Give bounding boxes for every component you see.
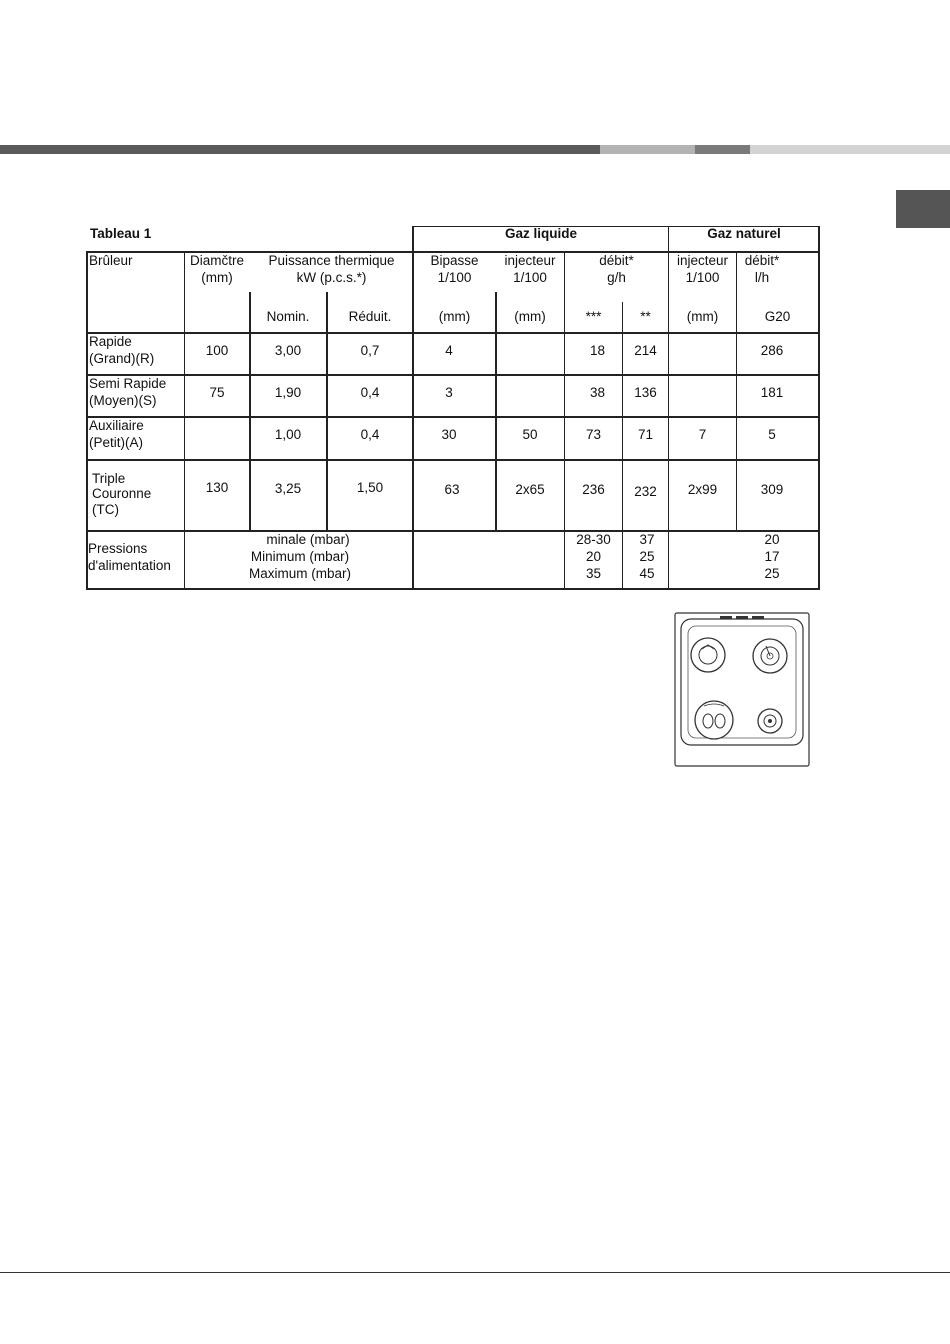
cell-injector-natural: 2x99 — [687, 482, 718, 497]
header-bypass-unit: (mm) — [438, 309, 471, 324]
cell-flow-3star: 236 — [582, 482, 605, 497]
burner-table — [86, 226, 820, 592]
header-power: Puissance thermique — [268, 253, 395, 268]
cell-flow-3star: 73 — [585, 427, 602, 442]
cell-diameter: 100 — [205, 343, 229, 358]
cell-injector-natural: 7 — [698, 427, 707, 442]
pressure-2star-minimum: 25 — [639, 549, 655, 564]
cell-flow-3star: 38 — [589, 385, 606, 400]
cell-flow-natural: 309 — [760, 482, 784, 497]
header-bar-segment-mid — [695, 145, 750, 154]
header-color-bar — [0, 145, 950, 154]
header-bypass-scale: 1/100 — [437, 270, 472, 285]
cell-flow-natural: 181 — [760, 385, 784, 400]
cell-nominal: 1,90 — [274, 385, 302, 400]
cell-flow-2star: 136 — [634, 385, 657, 400]
cell-flow-2star: 232 — [634, 484, 657, 499]
cell-diameter: 75 — [209, 385, 225, 400]
hob-burner-layout-diagram — [674, 612, 810, 768]
header-nominal: Nomin. — [266, 309, 310, 324]
table-title: Tableau 1 — [90, 226, 152, 241]
pressure-label-line1: Pressions — [88, 541, 148, 556]
header-flow-liquid-unit: g/h — [607, 270, 626, 285]
cell-injector-liquid: 50 — [522, 427, 538, 442]
row-name-line2: (Moyen)(S) — [89, 393, 157, 408]
row-name-line1: Semi Rapide — [89, 376, 167, 391]
header-bypass: Bipasse — [430, 253, 479, 268]
cell-flow-2star: 71 — [637, 427, 654, 442]
header-injector-natural: injecteur — [676, 253, 729, 268]
pressure-minimum-label: Minimum (mbar) — [250, 549, 350, 564]
pressure-natural-minimum: 17 — [764, 549, 780, 564]
row-name-line2: (Petit)(A) — [89, 435, 143, 450]
header-injector-natural-scale: 1/100 — [685, 270, 720, 285]
cell-bypass: 30 — [441, 427, 457, 442]
header-bar-segment-dark — [0, 145, 600, 154]
header-power-unit: kW (p.c.s.*) — [296, 270, 367, 285]
cell-reduced: 0,4 — [360, 385, 380, 400]
cell-nominal: 3,25 — [274, 481, 302, 496]
group-header-natural-gas: Gaz naturel — [707, 226, 781, 241]
pressure-natural-nominal: 20 — [764, 532, 780, 547]
cell-bypass: 4 — [445, 343, 453, 358]
pressure-maximum-label: Maximum (mbar) — [248, 566, 351, 581]
header-diameter: Diamčtre — [189, 253, 244, 268]
header-bar-segment-light — [600, 145, 695, 154]
header-bar-segment-pale — [750, 145, 950, 154]
row-name-line2: (Grand)(R) — [89, 351, 155, 366]
language-tab — [896, 190, 950, 228]
footer-rule — [0, 1272, 950, 1273]
cell-reduced: 0,7 — [360, 343, 380, 358]
cell-flow-3star: 18 — [589, 343, 606, 358]
pressure-3star-maximum: 35 — [585, 566, 602, 581]
cell-injector-liquid: 2x65 — [515, 482, 545, 497]
cell-bypass: 63 — [444, 482, 460, 497]
header-flow-natural-unit: l/h — [754, 270, 770, 285]
header-flow-natural: débit* — [744, 253, 780, 268]
pressure-2star-maximum: 45 — [639, 566, 655, 581]
cell-bypass: 3 — [445, 385, 453, 400]
burner-bottom-right — [758, 709, 782, 733]
pressure-nominal-label: minale (mbar) — [266, 532, 350, 547]
header-diameter-unit: (mm) — [201, 270, 233, 285]
cell-diameter: 130 — [205, 480, 229, 495]
header-injector-liquid-unit: (mm) — [514, 309, 546, 324]
header-flow-liquid: débit* — [599, 253, 634, 268]
header-injector-liquid-scale: 1/100 — [513, 270, 547, 285]
cell-flow-natural: 286 — [760, 343, 784, 358]
header-flow-liquid-2star: ** — [640, 309, 651, 324]
header-reduced: Réduit. — [348, 309, 392, 324]
cell-nominal: 3,00 — [274, 343, 302, 358]
header-injector-liquid: injecteur — [504, 253, 556, 268]
pressure-2star-nominal: 37 — [639, 532, 655, 547]
pressure-label-line2: d'alimentation — [88, 558, 171, 573]
burner-bottom-left — [695, 701, 733, 739]
burner-top-right — [753, 639, 787, 673]
cell-nominal: 1,00 — [274, 427, 302, 442]
header-flow-liquid-3star: *** — [585, 309, 602, 324]
group-header-liquid-gas: Gaz liquide — [504, 226, 577, 241]
row-name-line3: (TC) — [92, 502, 119, 517]
row-name-line1: Rapide — [89, 334, 132, 349]
cell-reduced: 1,50 — [356, 480, 384, 495]
header-injector-natural-unit: (mm) — [686, 309, 719, 324]
header-flow-natural-g20: G20 — [764, 309, 791, 324]
cell-reduced: 0,4 — [360, 427, 380, 442]
row-name-line2: Couronne — [92, 486, 152, 501]
pressure-3star-nominal: 28-30 — [576, 532, 611, 547]
header-burner: Brûleur — [89, 253, 133, 268]
row-name-line1: Auxiliaire — [89, 418, 144, 433]
cell-flow-2star: 214 — [634, 343, 657, 358]
row-name-line1: Triple — [92, 471, 126, 486]
burner-top-left — [691, 638, 725, 672]
pressure-natural-maximum: 25 — [764, 566, 780, 581]
pressure-3star-minimum: 20 — [585, 549, 602, 564]
cell-flow-natural: 5 — [768, 427, 776, 442]
